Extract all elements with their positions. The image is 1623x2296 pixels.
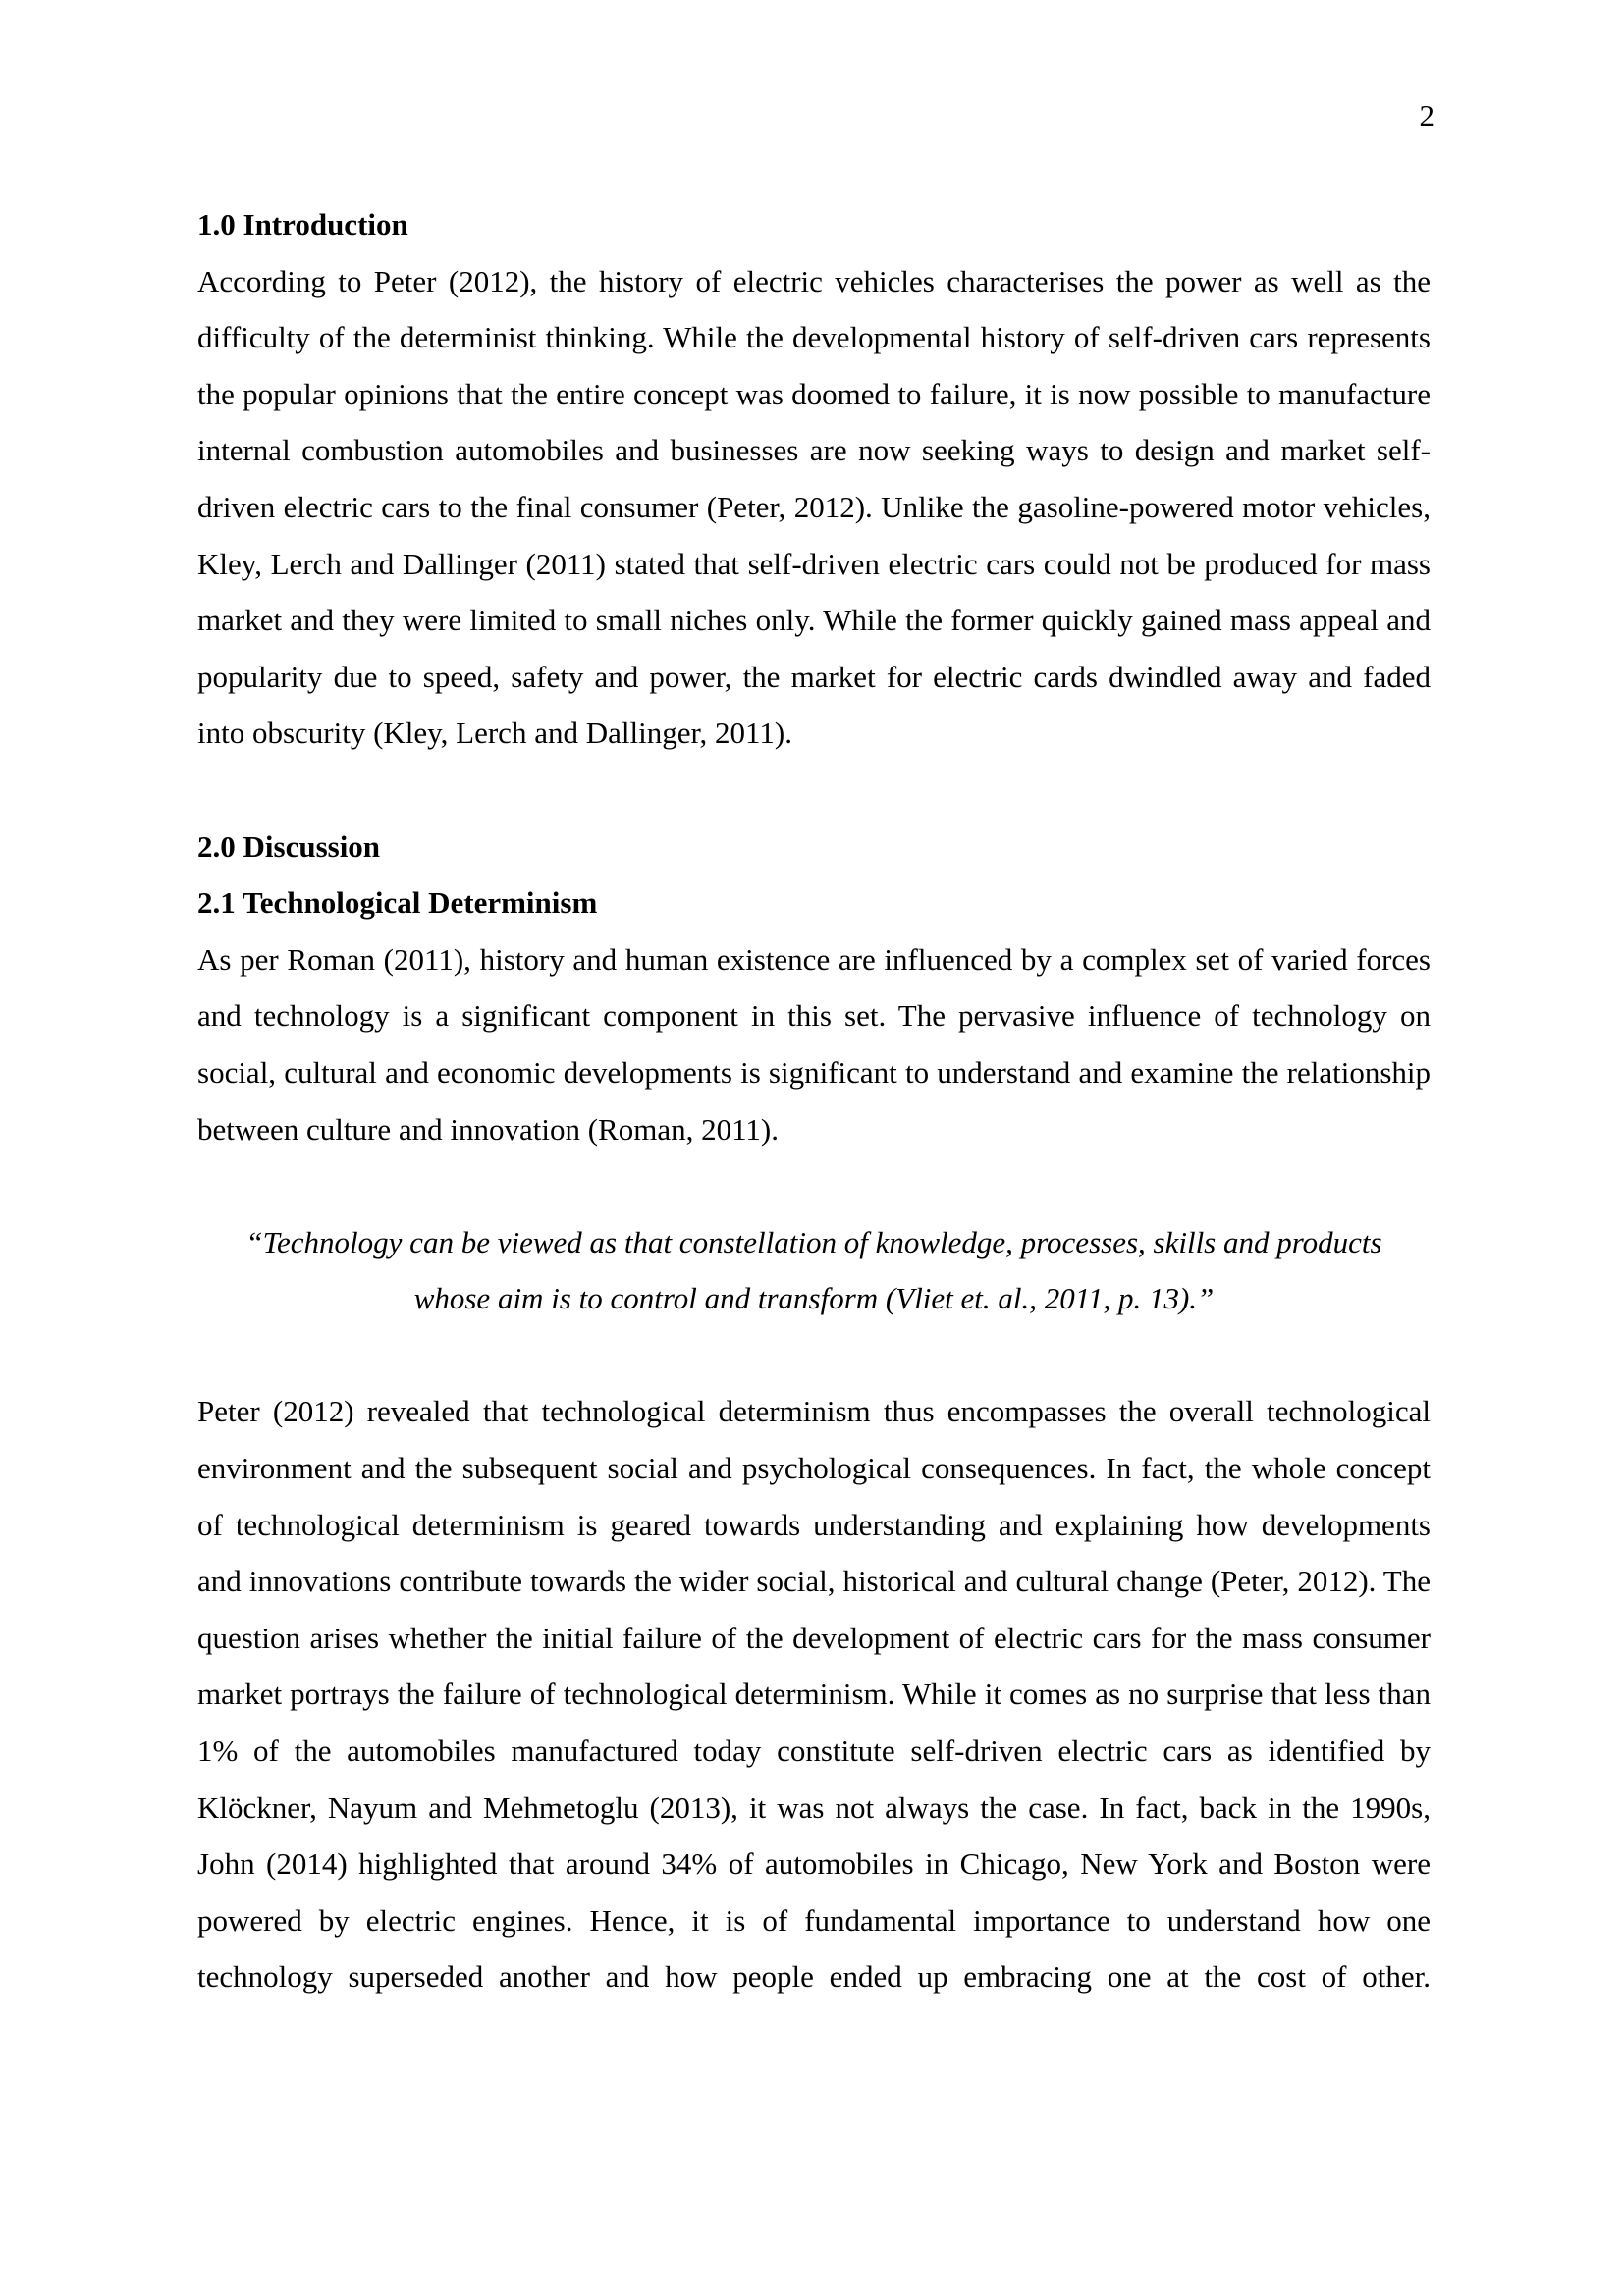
paragraph-technological-determinism-2: Peter (2012) revealed that technological determinism thus encompasses the overall technological environment and the subsequent social and psychological consequences. In fact, the whole concept of technological determinism is geared towards understanding and explaining how developments and innovations contribute towards the wider social, historical and cultural change (Peter, 2012). The question arises whether the initial failure of the development of electric cars for the mass consumer market portrays the failure of technological determinism. While it comes as no surprise that less than 1% of the automobiles manufactured today constitute self-driven electric cars as identified by Klöckner, Nayum and Mehmetoglu (2013), it was not always the case. In fact, back in the 1990s, John (2014) highlighted that around 34% of automobiles in Chicago, New York and Boston were powered by electric engines. Hence, it is of fundamental importance to understand how one technology superseded another and how people ended up embracing one at the cost of other. — [197, 1394, 1431, 1995]
document-body — [197, 196, 1431, 2005]
spacer — [197, 762, 1431, 819]
block-quote-line-2: whose aim is to control and transform (Vliet et. al., 2011, p. 13).” — [413, 1281, 1215, 1316]
spacer — [197, 1157, 1431, 1214]
block-quote-line-1: “Technology can be viewed as that constellation of knowledge, processes, skills and products — [245, 1224, 1382, 1259]
section-heading-discussion: 2.0 Discussion — [197, 828, 381, 864]
section-heading-introduction: 1.0 Introduction — [197, 207, 408, 241]
page-number: 2 — [1419, 98, 1434, 133]
paragraph-introduction: According to Peter (2012), the history of electric vehicles characterises the power as well as the difficulty of the determinist thinking. While the developmental history of self-driven cars represents the popular opinions that the entire concept was doomed to failure, it is now possible to manufacture internal combustion automobiles and businesses are now seeking ways to design and market self-driven electric cars to the final consumer (Peter, 2012). Unlike the gasoline-powered motor vehicles, Kley, Lerch and Dallinger (2011) stated that self-driven electric cars could not be produced for mass market and they were limited to small niches only. While the former quickly gained mass appeal and popularity due to speed, safety and power, the market for electric cards dwindled away and faded into obscurity (Kley, Lerch and Dallinger, 2011). — [197, 263, 1431, 751]
subsection-heading-technological-determinism: 2.1 Technological Determinism — [197, 885, 598, 921]
paragraph-technological-determinism-1: As per Roman (2011), history and human existence are influenced by a complex set of varied forces and technology is a significant component in this set. The pervasive influence of technology on social, cultural and economic developments is significant to understand and examine the relationship between culture and innovation (Roman, 2011). — [197, 941, 1431, 1147]
spacer — [197, 1327, 1431, 1384]
